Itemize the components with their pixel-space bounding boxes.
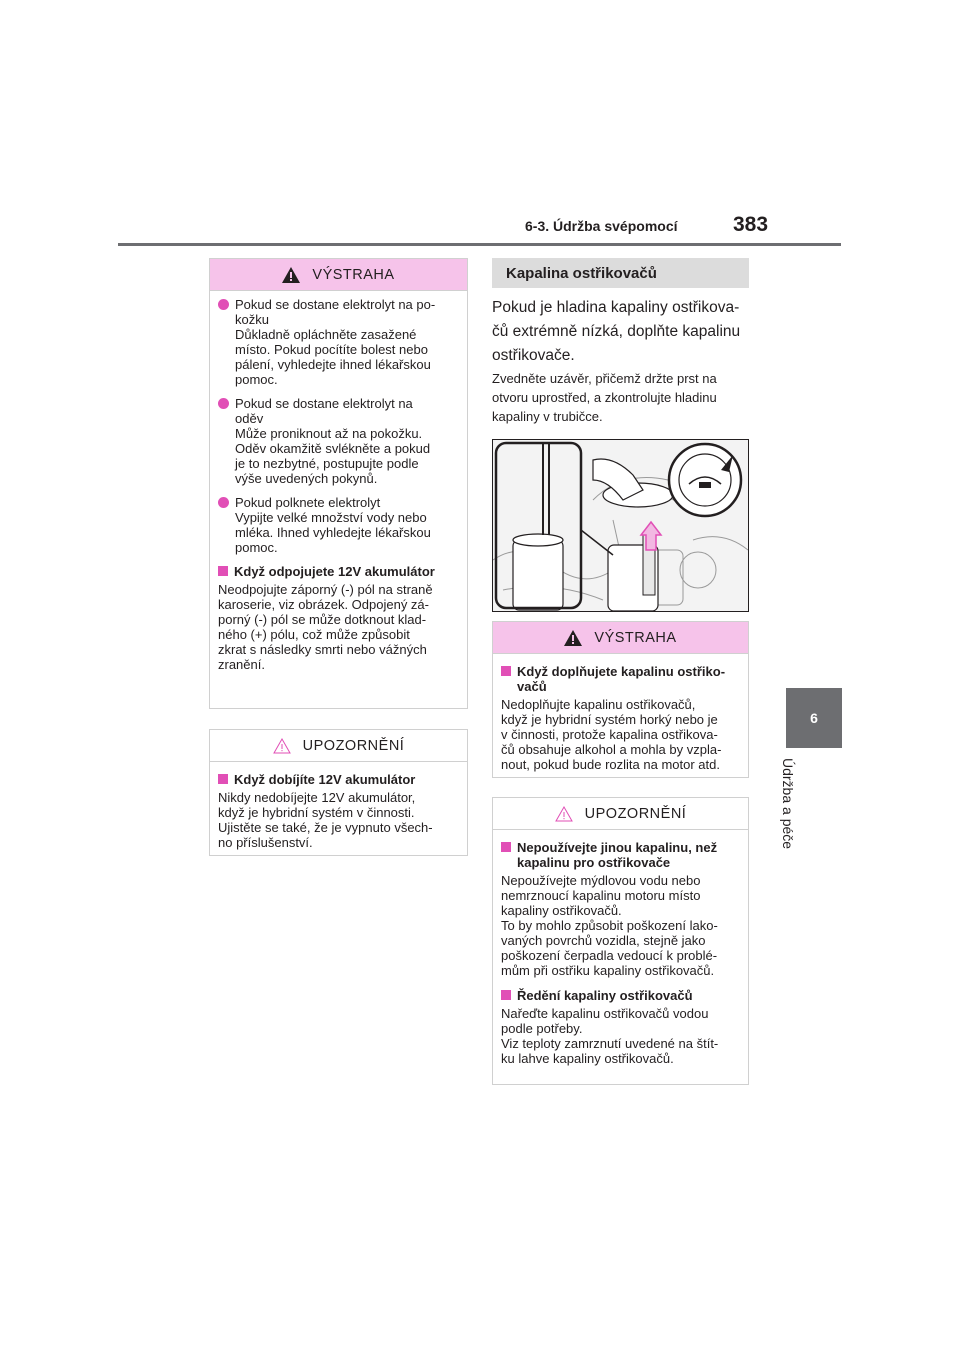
caution-triangle-icon <box>555 806 573 822</box>
subsection-text: Neodpojujte záporný (-) pól na straně karoserie, viz obrázek. Odpojený zá- porný (-) pól se může dotknout klad- ného (+) pólu, což může způsobit zkrat s následky smrti nebo vážných zranění. <box>218 582 433 672</box>
subsection-text: Nařeďte kapalinu ostřikovačů vodou podle potřeby. Viz teploty zamrznutí uvedené na štít- ku lahve kapaliny ostřikovačů. <box>501 1006 719 1066</box>
notice-title: UPOZORNĚNÍ <box>302 737 405 754</box>
notice-body <box>493 830 748 1084</box>
square-bullet-icon <box>501 990 511 1000</box>
square-bullet-icon <box>501 666 511 676</box>
warning-title: VÝSTRAHA <box>312 266 395 283</box>
subsection-heading <box>218 564 453 579</box>
chapter-label <box>772 758 816 878</box>
warning-header <box>210 259 467 290</box>
subsection-heading <box>218 772 453 787</box>
washer-fluid-illustration <box>492 439 749 612</box>
list-item <box>218 396 453 486</box>
subsection-heading-text: Když dobíjíte 12V akumulátor <box>234 772 416 787</box>
notice-body <box>210 762 467 868</box>
header-divider <box>118 243 841 246</box>
caution-triangle-icon <box>273 738 291 754</box>
warning-header <box>493 622 748 653</box>
subsection-heading-text: Když doplňujete kapalinu ostřiko- vačů <box>517 664 726 694</box>
notice-header <box>210 730 467 762</box>
warning-triangle-icon <box>282 267 300 283</box>
subsection-text: Nikdy nedobíjejte 12V akumulátor, když je hybridní systém v činnosti. Ujistěte se také, že je vypnuto všech- no příslušenství. <box>218 790 433 850</box>
notice-header <box>493 798 748 830</box>
warning-body <box>493 653 748 790</box>
subsection-text: Nedoplňujte kapalinu ostřikovačů, když je hybridní systém horký nebo je v činnosti, protože kapalina ostřikova- čů obsahuje alkohol a mohla by vzpla- nout, pokud bude rozlita na motor atd. <box>501 697 722 772</box>
section-title: 6-3. Údržba svépomocí <box>525 218 678 234</box>
instruction-text: Zvedněte uzávěr, přičemž držte prst na otvoru uprostřed, a zkontrolujte hladinu kapaliny v trubičce. <box>492 371 717 424</box>
subsection-heading-text: Nepoužívejte jinou kapalinu, než kapalinu pro ostřikovače <box>517 840 718 870</box>
square-bullet-icon <box>218 566 228 576</box>
bullet-text: Pokud se dostane elektrolyt na oděv Může proniknout až na pokožku. Oděv okamžitě svlékněte a pokud je to nezbytné, postupujte podle výše uvedených pokynů. <box>235 396 431 486</box>
warning-triangle-icon <box>564 630 582 646</box>
page-number: 383 <box>733 213 769 236</box>
notice-box-charging <box>209 729 468 856</box>
subsection-heading <box>501 988 734 1003</box>
engine-bay-drawing-icon <box>493 440 748 611</box>
chapter-tab[interactable] <box>786 688 842 748</box>
bullet-text: Pokud se dostane elektrolyt na po- kožku Důkladně opláchněte zasažené místo. Pokud pocítíte bolest nebo pálení, vyhledejte ihned lékařskou pomoc. <box>235 297 436 387</box>
list-item <box>218 495 453 555</box>
intro-text: Pokud je hladina kapaliny ostřikova- čů extrémně nízká, doplňte kapalinu ostřikovače. <box>492 299 741 364</box>
warning-box-washer <box>492 621 749 778</box>
subsection-heading <box>501 664 734 694</box>
subsection-heading <box>501 840 734 870</box>
notice-title: UPOZORNĚNÍ <box>584 805 687 822</box>
bullet-dot-icon <box>218 497 229 508</box>
notice-box-washer <box>492 797 749 1085</box>
warning-title: VÝSTRAHA <box>594 629 677 646</box>
square-bullet-icon <box>501 842 511 852</box>
subsection-text: Nepoužívejte mýdlovou vodu nebo nemrznoucí kapalinu motoru místo kapaliny ostřikovačů. To by mohlo způsobit poškození lako- vaných povrchů vozidla, stejně jako poškození čerpadla vedoucí k problé- mům při ostřiku kapaliny ostřikovačů. <box>501 873 718 978</box>
subsection-heading-text: Ředění kapaliny ostřikovačů <box>517 988 693 1003</box>
list-item <box>218 297 453 387</box>
square-bullet-icon <box>218 774 228 784</box>
subsection-heading-text: Když odpojujete 12V akumulátor <box>234 564 435 579</box>
warning-box-battery <box>209 258 468 709</box>
warning-body <box>210 290 467 690</box>
bullet-dot-icon <box>218 299 229 310</box>
bullet-text: Pokud polknete elektrolyt Vypijte velké množství vody nebo mléka. Ihned vyhledejte lékařskou pomoc. <box>235 495 431 555</box>
chapter-label-text: Údržba a péče <box>780 758 796 850</box>
section-heading: Kapalina ostřikovačů <box>492 258 749 288</box>
bullet-dot-icon <box>218 398 229 409</box>
chapter-number: 6 <box>810 710 818 726</box>
